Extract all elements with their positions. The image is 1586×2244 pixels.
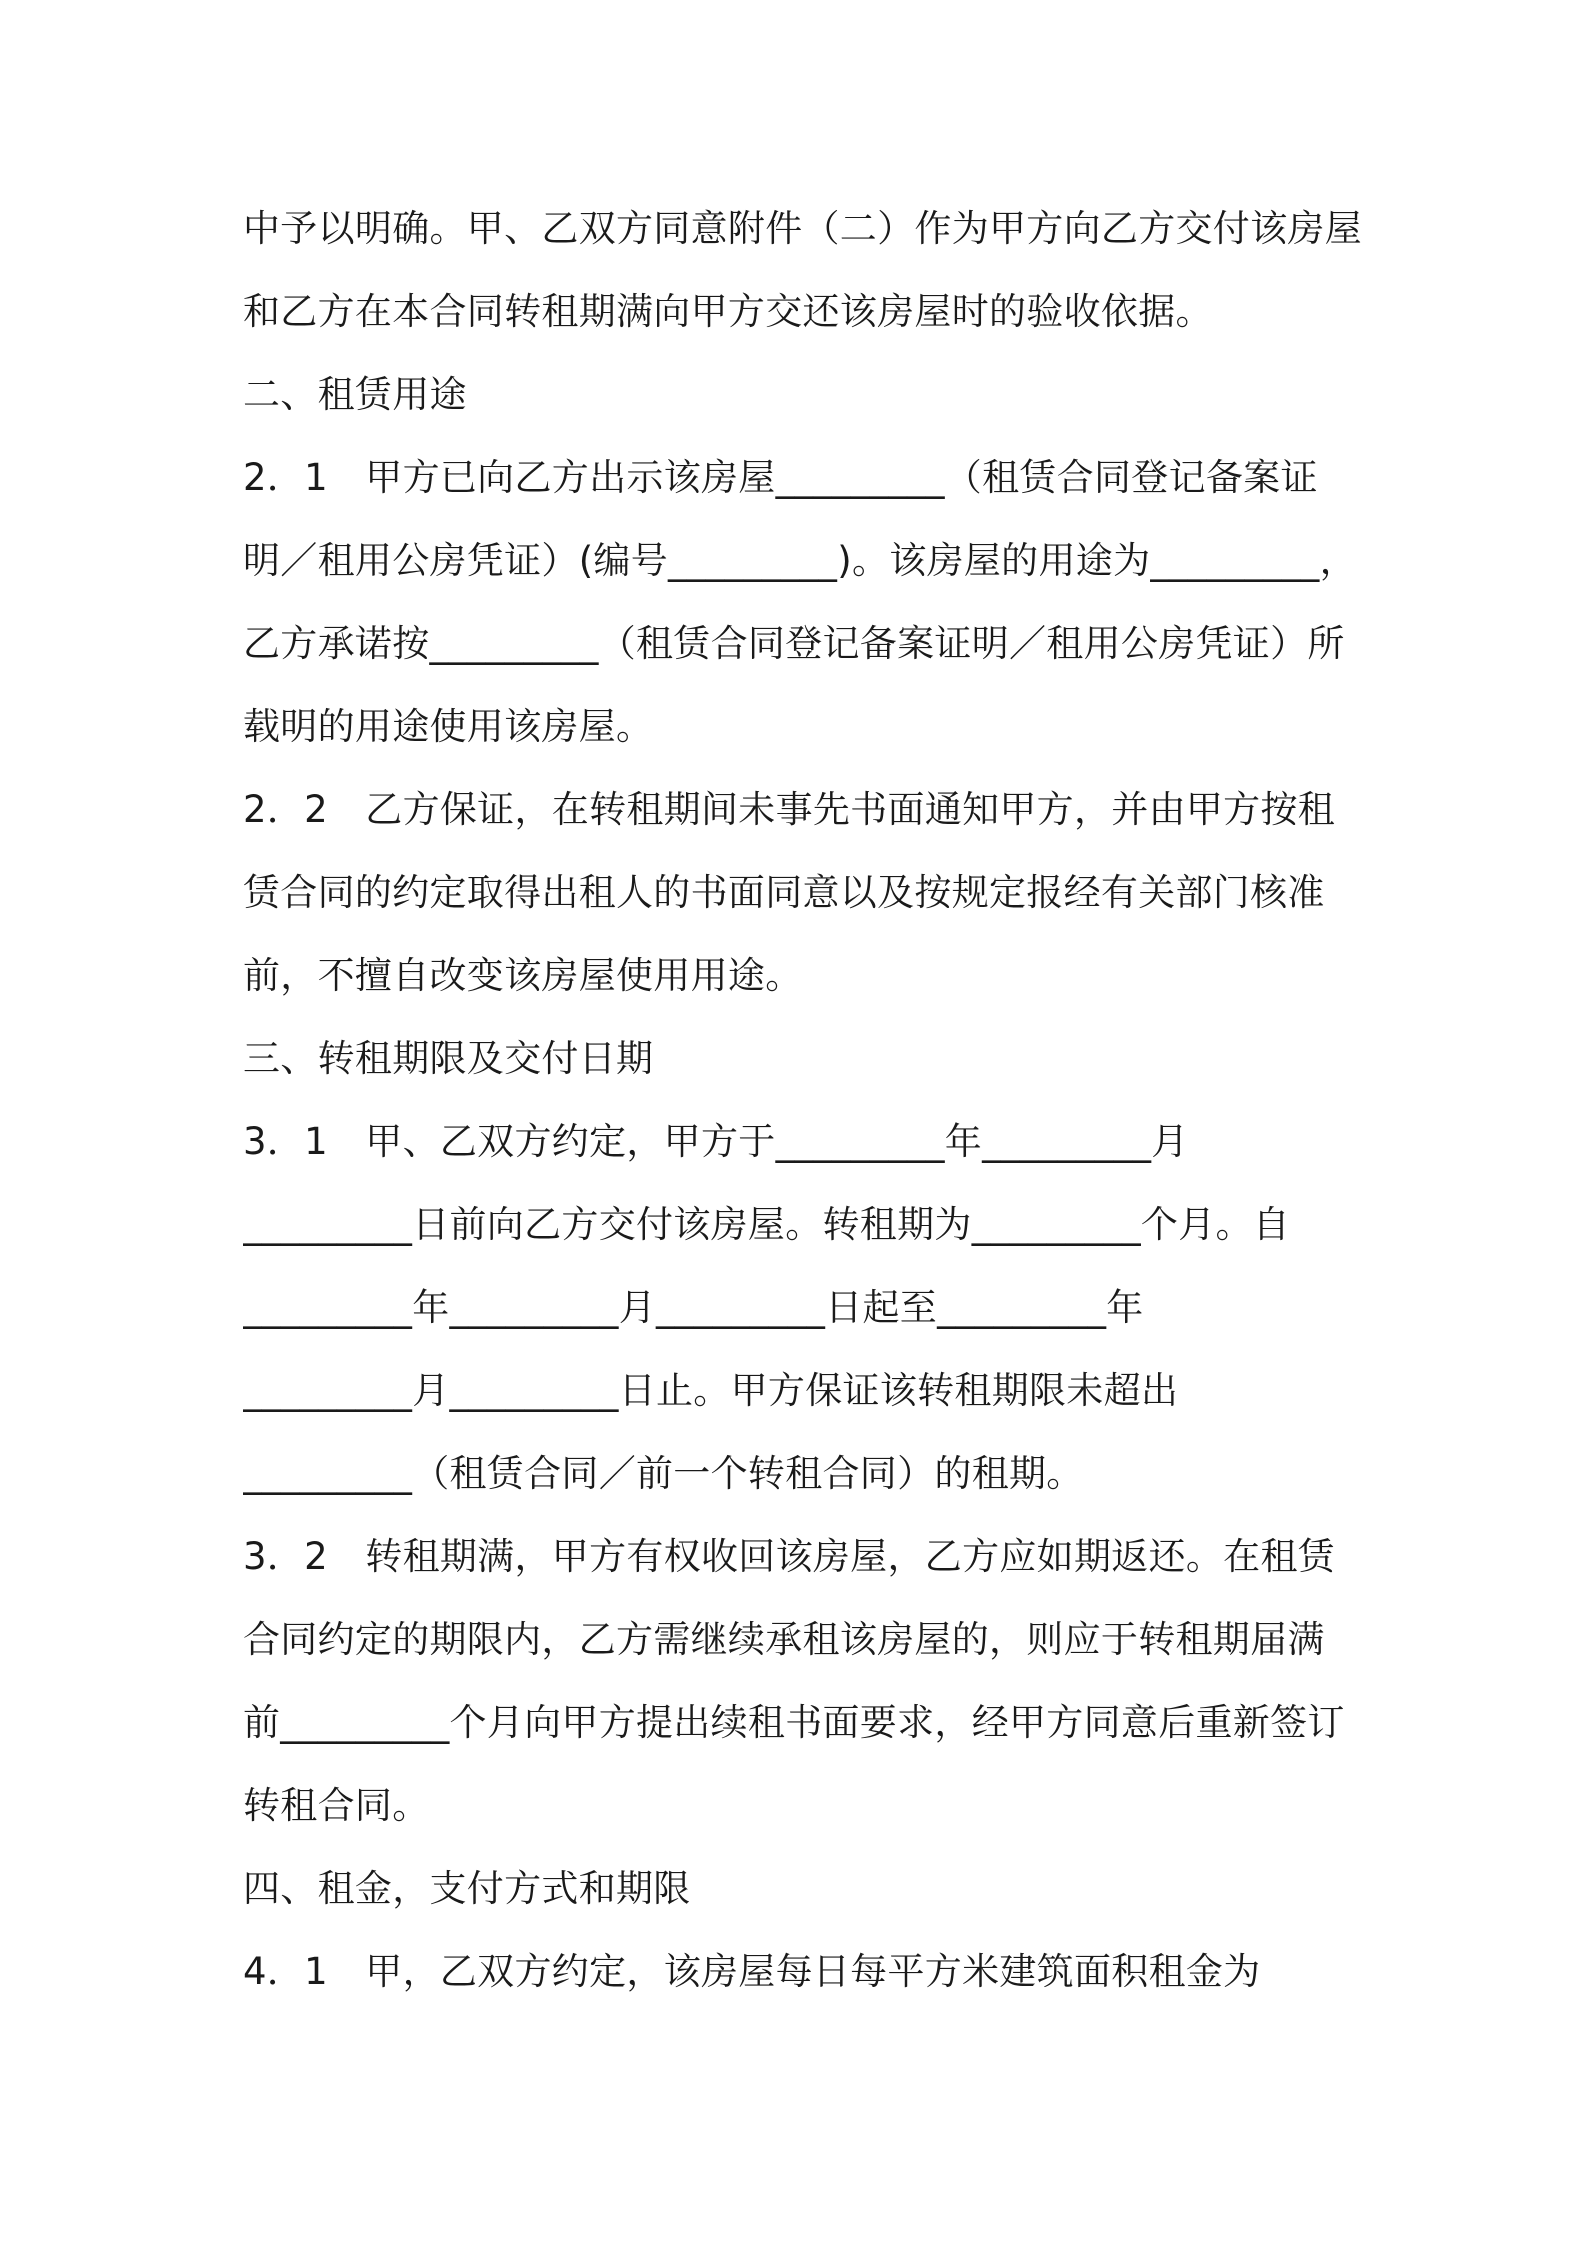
text-line: 转租合同。	[243, 1784, 430, 1827]
text-line: 中予以明确。甲、乙双方同意附件（二）作为甲方向乙方交付该房屋	[243, 207, 1362, 250]
text-line: 载明的用途使用该房屋。	[243, 705, 654, 748]
text-line: 合同约定的期限内，乙方需继续承租该房屋的，则应于转租期届满	[243, 1618, 1325, 1661]
text-line: 2．1 甲方已向乙方出示该房屋_________（租赁合同登记备案证	[243, 456, 1318, 499]
text-line: 3．2 转租期满，甲方有权收回该房屋，乙方应如期返还。在租赁	[243, 1535, 1336, 1578]
text-line: _________年_________月_________日起至_________年	[243, 1286, 1144, 1329]
section-heading: 三、转租期限及交付日期	[243, 1037, 654, 1080]
text-line: 前_________个月向甲方提出续租书面要求，经甲方同意后重新签订	[243, 1701, 1345, 1744]
section-heading: 二、租赁用途	[243, 373, 467, 416]
text-line: 赁合同的约定取得出租人的书面同意以及按规定报经有关部门核准	[243, 871, 1325, 914]
text-line: 乙方承诺按_________（租赁合同登记备案证明／租用公房凭证）所	[243, 622, 1345, 665]
section-heading: 四、租金，支付方式和期限	[243, 1867, 691, 1910]
text-line: _________日前向乙方交付该房屋。转租期为_________个月。自	[243, 1203, 1291, 1246]
text-line: 2．2 乙方保证，在转租期间未事先书面通知甲方，并由甲方按租	[243, 788, 1336, 831]
text-line: 3．1 甲、乙双方约定，甲方于_________年_________月	[243, 1120, 1189, 1163]
text-line: 和乙方在本合同转租期满向甲方交还该房屋时的验收依据。	[243, 290, 1213, 333]
text-line: _________（租赁合同／前一个转租合同）的租期。	[243, 1452, 1084, 1495]
text-line: 4．1 甲，乙双方约定，该房屋每日每平方米建筑面积租金为	[243, 1950, 1261, 1993]
text-line: 前，不擅自改变该房屋使用用途。	[243, 954, 803, 997]
text-line: _________月_________日止。甲方保证该转租期限未超出	[243, 1369, 1179, 1412]
text-line: 明／租用公房凭证）(编号_________)。该房屋的用途为_________，	[243, 539, 1357, 582]
